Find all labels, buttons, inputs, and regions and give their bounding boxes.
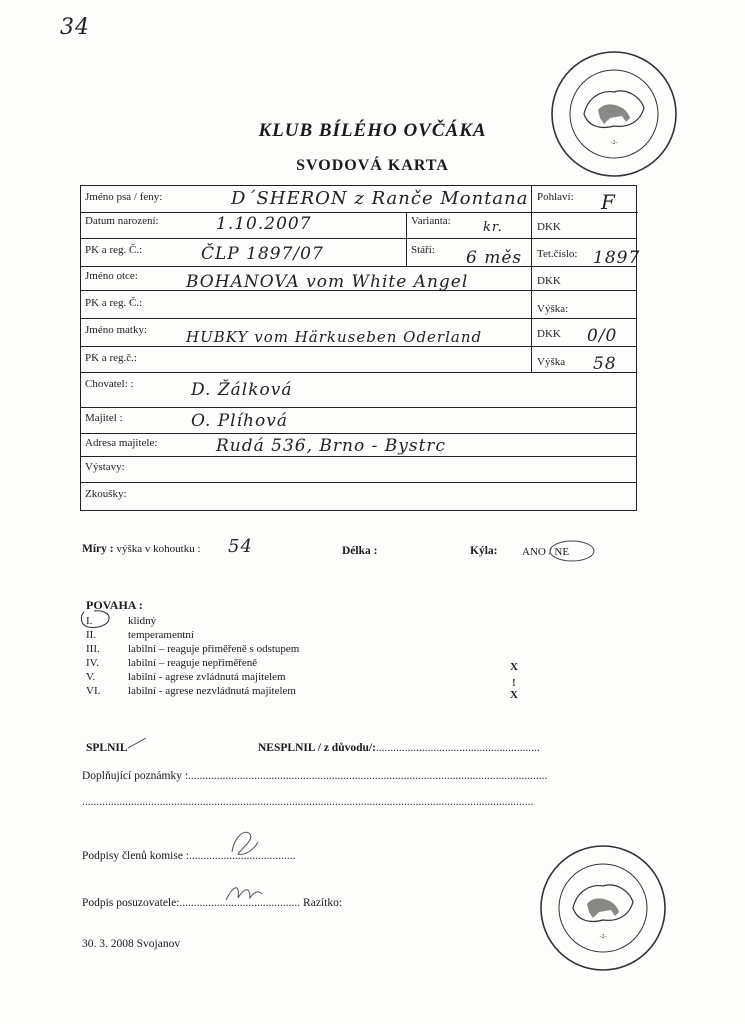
page-number-handwritten: 34 [60, 15, 90, 40]
failed-label: NESPLNIL / z důvodu/: [258, 742, 376, 754]
notes-label: Doplňující poznámky : [82, 770, 189, 782]
hernia-label: Kýla: [470, 545, 498, 557]
sire-value: BOHANOVA vom White Angel [186, 272, 469, 292]
club-title: KLUB BÍLÉHO OVČÁKA [258, 120, 487, 141]
stamp-number: -2- [599, 934, 607, 940]
age-label: Stáří: [411, 244, 435, 256]
notes-row: Doplňující poznámky :............................................................................................................................. [82, 770, 548, 782]
commission-signature [224, 822, 264, 868]
commission-signatures-label: Podpisy členů komise : [82, 850, 190, 862]
height-value-2: 58 [593, 354, 617, 374]
passed-label: SPLNIL [86, 742, 128, 754]
owner-label: Majitel : [85, 412, 123, 424]
notes-line-2: ............................................................................................................................................................. [82, 796, 534, 808]
owner-address-value: Rudá 536, Brno - Bystrc [216, 436, 447, 456]
sire-label: Jméno otce: [85, 270, 138, 282]
hernia-circle-mark [548, 538, 600, 564]
club-stamp-bottom [537, 842, 669, 974]
temperament-mark: ! [512, 677, 516, 689]
variant-value: kr. [483, 220, 503, 235]
stamp-label: Razítko: [303, 897, 343, 909]
variant-label: Varianta: [411, 215, 451, 227]
stamp-number: -2- [610, 140, 618, 146]
birth-date-label: Datum narození: [85, 215, 159, 227]
owner-address-label: Adresa majitele: [85, 437, 158, 449]
height-label-1: Výška: [537, 303, 569, 315]
failed-row: NESPLNIL / z důvodu/:......................................................... [258, 742, 540, 754]
temperament-mark: X [510, 661, 518, 673]
dam-value: HUBKY vom Härkuseben Oderland [186, 328, 483, 346]
dam-label: Jméno matky: [85, 324, 148, 336]
temperament-heading: POVAHA : [86, 598, 143, 612]
age-value: 6 měs [466, 248, 523, 268]
dog-info-table [80, 185, 641, 511]
passed-check-mark [126, 736, 150, 752]
dkk-value-3: 0/0 [587, 326, 618, 346]
temperament-mark: X [510, 689, 518, 701]
pk-reg-label-2: PK a reg. Č.: [85, 297, 143, 309]
dkk-label-3: DKK [537, 328, 561, 340]
height-label-2: Výška [537, 356, 566, 368]
pk-reg-value-1: ČLP 1897/07 [201, 244, 324, 264]
pk-reg-label-3: PK a reg.č.: [85, 352, 137, 364]
breeder-value: D. Žálková [191, 380, 293, 400]
dkk-label-1: DKK [537, 221, 561, 233]
commission-signatures-row: Podpisy členů komise :..................................... [82, 850, 296, 862]
withers-height-value: 54 [228, 536, 253, 557]
exams-label: Zkoušky: [85, 488, 127, 500]
selected-temperament-circle [78, 608, 114, 630]
dkk-label-2: DKK [537, 275, 561, 287]
judge-signature [222, 880, 266, 908]
withers-height-label: výška v kohoutku : [116, 543, 201, 555]
form-title: SVODOVÁ KARTA [296, 157, 449, 174]
judge-signature-row: Podpis posuzovatele:.......................................... Razítko: [82, 897, 343, 909]
dog-name-label: Jméno psa / feny: [85, 191, 163, 203]
tattoo-value: 1897 [593, 248, 641, 268]
pk-reg-label-1: PK a reg. Č.: [85, 244, 143, 256]
sex-value: F [601, 190, 616, 214]
shows-label: Výstavy: [85, 461, 125, 473]
dog-name-value: D´SHERON z Ranče Montana [231, 188, 529, 209]
owner-value: O. Plíhová [191, 411, 288, 431]
judge-signature-label: Podpis posuzovatele: [82, 897, 180, 909]
birth-date-value: 1.10.2007 [216, 214, 312, 234]
measurements-label: Míry : [82, 543, 114, 555]
sex-label: Pohlaví: [537, 191, 574, 203]
tattoo-label: Tet.číslo: [537, 248, 578, 260]
breeder-label: Chovatel: : [85, 378, 134, 390]
footer-date-place: 30. 3. 2008 Svojanov [82, 938, 181, 950]
length-label: Délka : [342, 545, 378, 557]
measurements-row [82, 543, 201, 555]
hernia-value: ANO / NE [522, 546, 570, 558]
